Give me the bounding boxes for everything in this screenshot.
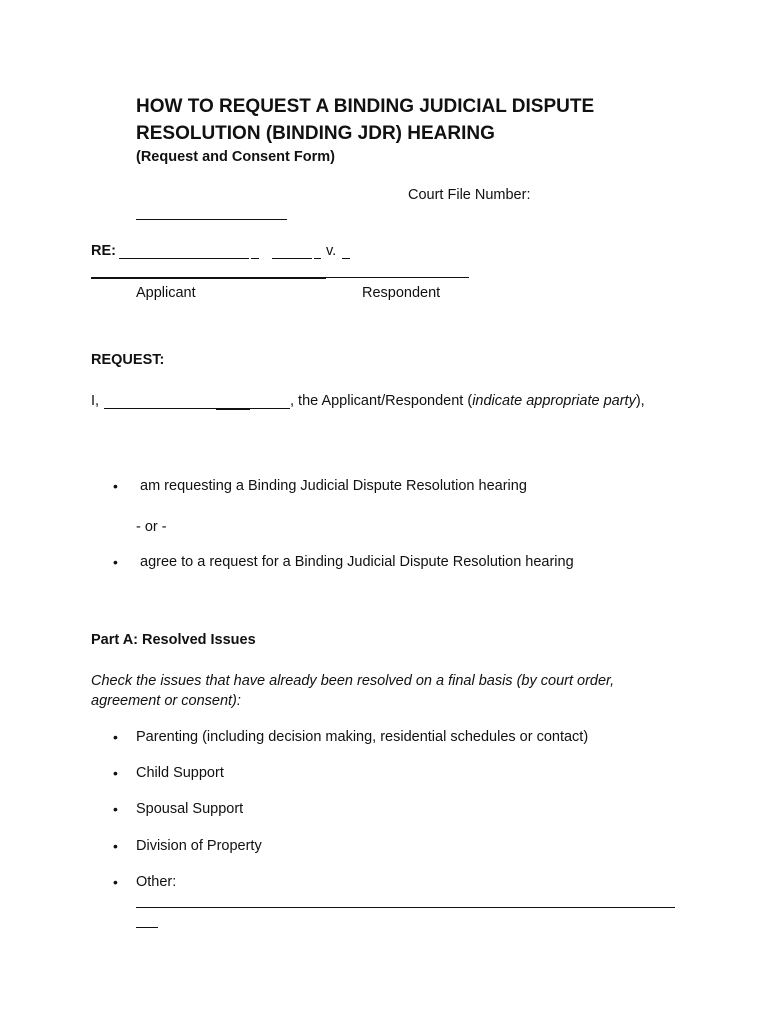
party-name-field-b[interactable] bbox=[216, 408, 250, 410]
court-file-number-label: Court File Number: bbox=[408, 187, 531, 203]
document-title-line-2: RESOLUTION (BINDING JDR) HEARING bbox=[136, 123, 495, 144]
document-title-line-1: HOW TO REQUEST A BINDING JUDICIAL DISPUTE bbox=[136, 96, 595, 117]
applicant-name-field-c[interactable] bbox=[272, 258, 312, 259]
applicant-name-field-d[interactable] bbox=[314, 258, 321, 259]
resolved-issue-parenting: Parenting (including decision making, residential schedules or contact) bbox=[136, 729, 589, 745]
applicant-name-field-a[interactable] bbox=[119, 258, 249, 259]
resolved-issue-division-of-property: Division of Property bbox=[136, 838, 262, 854]
request-heading: REQUEST: bbox=[91, 352, 165, 368]
bullet-icon: • bbox=[113, 838, 118, 854]
bullet-icon: • bbox=[113, 874, 118, 890]
request-intro-text: , the Applicant/Respondent (indicate appropriate party), bbox=[290, 393, 645, 409]
part-a-instruction-line-1: Check the issues that have already been resolved on a final basis (by court order, bbox=[91, 673, 615, 689]
request-intro-prefix: I, bbox=[91, 393, 100, 409]
respondent-name-field-a[interactable] bbox=[342, 258, 350, 259]
resolved-issue-other: Other: bbox=[136, 874, 177, 890]
other-issue-field-b[interactable] bbox=[547, 907, 675, 908]
party-name-field-a[interactable] bbox=[104, 408, 216, 409]
respondent-name-field-c[interactable] bbox=[326, 277, 469, 278]
bullet-icon: • bbox=[113, 765, 118, 781]
or-separator: - or - bbox=[136, 519, 167, 535]
bullet-icon: • bbox=[113, 554, 118, 570]
party-name-field-c[interactable] bbox=[250, 408, 290, 409]
resolved-issue-spousal-support: Spousal Support bbox=[136, 801, 244, 817]
court-file-number-field[interactable] bbox=[136, 219, 287, 220]
resolved-issue-child-support: Child Support bbox=[136, 765, 224, 781]
document-subtitle: (Request and Consent Form) bbox=[136, 149, 335, 165]
other-issue-field-c[interactable] bbox=[136, 927, 158, 928]
respondent-caption: Respondent bbox=[362, 285, 441, 301]
re-label: RE: bbox=[91, 243, 116, 259]
versus-text: v. bbox=[326, 243, 337, 259]
respondent-name-field-b[interactable] bbox=[91, 277, 326, 279]
request-option-2: agree to a request for a Binding Judicial Dispute Resolution hearing bbox=[140, 554, 574, 570]
other-issue-field-a[interactable] bbox=[136, 907, 547, 908]
bullet-icon: • bbox=[113, 729, 118, 745]
part-a-instruction-line-2: agreement or consent): bbox=[91, 693, 241, 709]
applicant-name-field-b[interactable] bbox=[251, 258, 259, 259]
part-a-heading: Part A: Resolved Issues bbox=[91, 632, 256, 648]
request-option-1: am requesting a Binding Judicial Dispute Resolution hearing bbox=[140, 478, 527, 494]
applicant-caption: Applicant bbox=[136, 285, 196, 301]
bullet-icon: • bbox=[113, 478, 118, 494]
bullet-icon: • bbox=[113, 801, 118, 817]
